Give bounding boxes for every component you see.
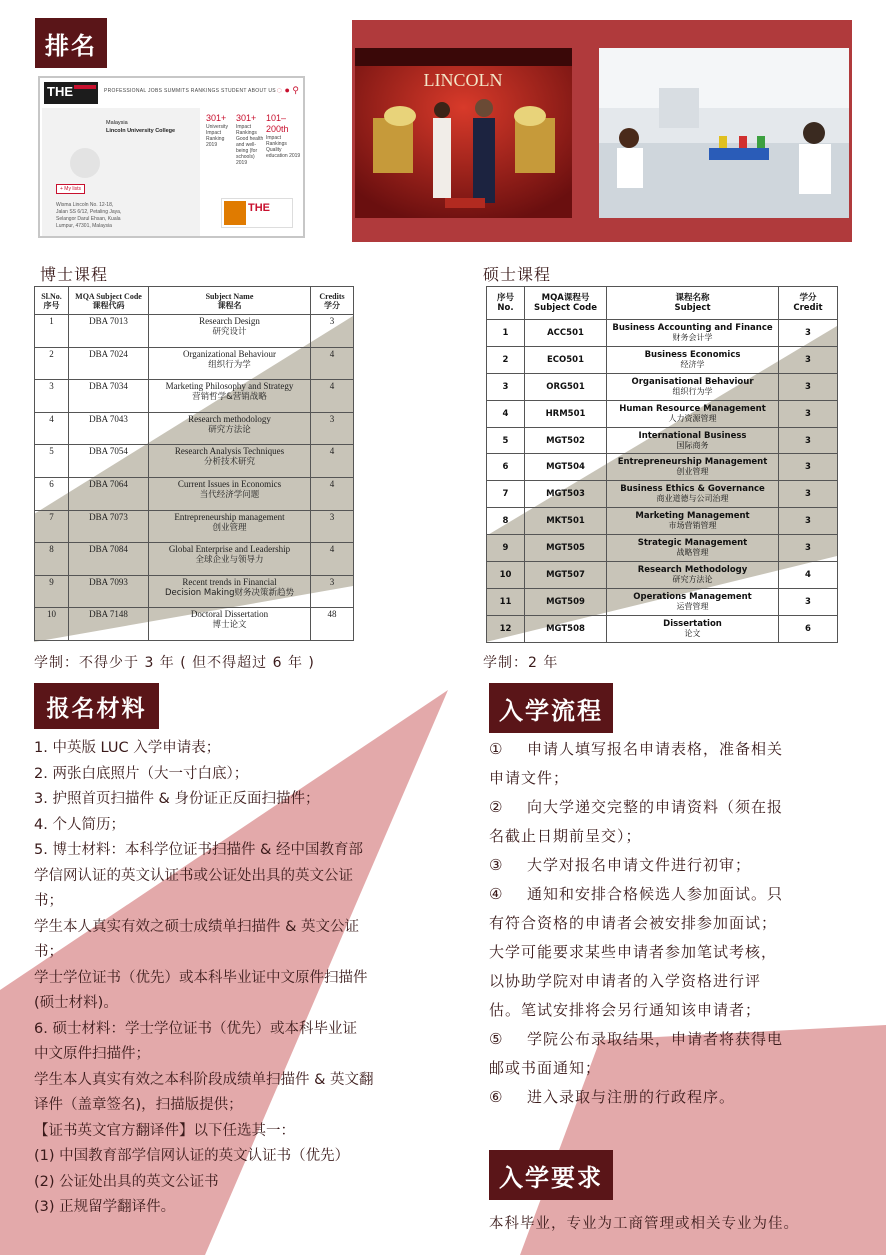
step-text: 大学可能要求某些申请者参加笔试考核， xyxy=(489,943,778,961)
master-cell-no: 7 xyxy=(487,481,525,508)
master-subject-en: Business Accounting and Finance xyxy=(612,322,773,333)
master-cell-no: 4 xyxy=(487,400,525,427)
master-cell-no: 6 xyxy=(487,454,525,481)
phd-col-credit: Credits 学分 xyxy=(311,287,354,315)
master-cell-subject xyxy=(607,508,779,535)
phd-cell-no: 10 xyxy=(35,608,69,641)
master-cell-subject xyxy=(607,373,779,400)
rank-block-3: 101–200th Impact Rankings Quality education 2019 xyxy=(266,113,301,159)
master-subject-en: Human Resource Management xyxy=(619,403,766,414)
master-col-no: 序号 No. xyxy=(487,287,525,320)
rank-block-2: 301+ Impact Rankings Good health and well-being (for schools) 2019 xyxy=(236,113,264,166)
step-text: 邮或书面通知； xyxy=(489,1059,602,1077)
materials-line: 4. 个人简历； xyxy=(34,816,125,833)
phd-duration: 学制：不得少于 3 年 ( 但不得超过 6 年 ) xyxy=(34,655,315,671)
phd-cell-subject xyxy=(149,510,311,543)
phd-cell-code: DBA 7054 xyxy=(69,445,149,478)
master-subject-zh: 论文 xyxy=(684,628,701,638)
process-step-line xyxy=(489,938,859,967)
step-number: ⑤ xyxy=(489,1030,504,1048)
phd-course-table xyxy=(34,286,354,641)
materials-title: 报名材料 xyxy=(34,683,159,729)
phd-cell-no: 6 xyxy=(35,477,69,510)
step-number: ③ xyxy=(489,856,504,874)
phd-cell-credit: 3 xyxy=(311,510,354,543)
materials-line: 3. 护照首页扫描件 & 身份证正反面扫描件； xyxy=(34,791,320,807)
phd-cell-credit: 3 xyxy=(311,412,354,445)
phd-table-row xyxy=(35,315,354,348)
ceremony-photo xyxy=(355,48,572,218)
phd-cell-code: DBA 7043 xyxy=(69,412,149,445)
phd-table-row xyxy=(35,477,354,510)
master-table-row xyxy=(487,562,838,589)
process-step-line xyxy=(489,764,859,793)
master-table-row xyxy=(487,346,838,373)
master-course-table xyxy=(486,286,838,643)
phd-subject-zh: 分析技术研究 xyxy=(203,457,255,468)
master-cell-credit: 3 xyxy=(779,508,838,535)
master-subject-en: International Business xyxy=(638,430,747,441)
process-step-line xyxy=(489,851,859,880)
master-table-row xyxy=(487,427,838,454)
materials-list xyxy=(34,736,454,1221)
phd-cell-credit: 4 xyxy=(311,445,354,478)
phd-subject-zh: 创业管理 xyxy=(212,522,247,533)
materials-line: 【证书英文官方翻译件】以下任选其一： xyxy=(34,1122,295,1139)
master-subject-zh: 国际商务 xyxy=(676,440,709,450)
step-text: 大学对报名申请文件进行初审； xyxy=(527,856,752,874)
university-address: Wisma Lincoln No. 12-18, Jalan SS 6/12, Petaling Jaya, Selangor Darul Ehsan, Kuala Lumpur, 47301, Malaysia xyxy=(56,202,122,229)
phd-table-row xyxy=(35,510,354,543)
process-step-line xyxy=(489,1083,859,1112)
step-text: 向大学递交完整的申请资料（须在报 xyxy=(527,798,784,816)
master-cell-code: HRM501 xyxy=(525,400,607,427)
master-cell-subject xyxy=(607,454,779,481)
phd-table-row xyxy=(35,347,354,380)
master-subject-en: Business Economics xyxy=(644,349,741,360)
master-cell-credit: 3 xyxy=(779,346,838,373)
master-cell-credit: 3 xyxy=(779,535,838,562)
phd-cell-code: DBA 7034 xyxy=(69,380,149,413)
master-cell-subject xyxy=(607,481,779,508)
phd-table-row xyxy=(35,412,354,445)
master-subject-en: Marketing Management xyxy=(635,511,750,522)
master-subject-en: Entrepreneurship Management xyxy=(617,457,768,468)
lab-photo xyxy=(599,48,849,218)
materials-line: 译件（盖章签名)，扫描版提供； xyxy=(34,1097,243,1113)
master-section-title: 硕士课程 xyxy=(483,265,552,284)
phd-cell-subject xyxy=(149,608,311,641)
share-user-search-icons: ◌ ● ⚲ xyxy=(276,85,299,95)
master-subject-zh: 战略管理 xyxy=(676,548,709,558)
master-cell-subject xyxy=(607,535,779,562)
master-cell-no: 9 xyxy=(487,535,525,562)
master-table-row xyxy=(487,588,838,615)
step-text: 通知和安排合格候选人参加面试。只 xyxy=(527,885,784,903)
phd-table-row xyxy=(35,380,354,413)
step-text: 进入录取与注册的行政程序。 xyxy=(527,1088,736,1106)
the-award-badge: THE xyxy=(221,198,293,228)
master-subject-en: Dissertation xyxy=(663,618,722,629)
master-subject-en: Strategic Management xyxy=(637,538,748,549)
materials-line: (硕士材料)。 xyxy=(34,995,118,1011)
process-step-line xyxy=(489,1054,859,1083)
master-cell-subject xyxy=(607,615,779,642)
master-cell-code: MGT509 xyxy=(525,588,607,615)
the-profile-panel xyxy=(42,108,200,236)
phd-cell-code: DBA 7013 xyxy=(69,315,149,348)
master-table-row xyxy=(487,615,838,642)
master-col-credit: 学分 Credit xyxy=(779,287,838,320)
materials-line: (3) 正规留学翻译件。 xyxy=(34,1199,176,1215)
master-cell-code: ORG501 xyxy=(525,373,607,400)
master-cell-no: 2 xyxy=(487,346,525,373)
phd-section-title: 博士课程 xyxy=(40,265,109,284)
university-country: Malaysia xyxy=(106,120,128,126)
materials-line: 中文原件扫描件； xyxy=(34,1046,150,1062)
step-text: 有符合资格的申请者会被安排参加面试； xyxy=(489,914,778,932)
materials-line: 2. 两张白底照片（大一寸白底）； xyxy=(34,765,249,782)
master-cell-credit: 3 xyxy=(779,454,838,481)
master-cell-no: 12 xyxy=(487,615,525,642)
master-cell-no: 5 xyxy=(487,427,525,454)
step-number: ① xyxy=(489,740,504,758)
phd-cell-credit: 48 xyxy=(311,608,354,641)
university-logo-placeholder xyxy=(70,148,100,178)
phd-table-row xyxy=(35,543,354,576)
phd-subject-zh: Decision Making财务决策新趋势 xyxy=(165,587,294,598)
master-cell-subject xyxy=(607,346,779,373)
phd-cell-code: DBA 7024 xyxy=(69,347,149,380)
master-subject-zh: 经济学 xyxy=(680,359,705,369)
phd-subject-zh: 组织行为学 xyxy=(208,359,251,370)
master-subject-zh: 创业管理 xyxy=(676,467,709,477)
master-cell-subject xyxy=(607,588,779,615)
master-table-row xyxy=(487,508,838,535)
master-cell-no: 11 xyxy=(487,588,525,615)
step-number: ④ xyxy=(489,885,504,903)
phd-cell-no: 9 xyxy=(35,575,69,608)
master-subject-zh: 商业道德与公司治理 xyxy=(656,494,729,504)
phd-table-row xyxy=(35,445,354,478)
the-ranking-screenshot xyxy=(38,76,305,238)
phd-subject-en: Recent trends in Financial xyxy=(182,576,277,587)
phd-cell-credit: 3 xyxy=(311,315,354,348)
master-subject-en: Research Methodology xyxy=(637,564,748,575)
phd-subject-en: Research Analysis Techniques xyxy=(174,446,285,457)
process-step-line xyxy=(489,880,859,909)
master-cell-credit: 6 xyxy=(779,615,838,642)
phd-cell-credit: 4 xyxy=(311,477,354,510)
phd-subject-zh: 营销哲学&营销战略 xyxy=(192,392,267,403)
phd-subject-en: Global Enterprise and Leadership xyxy=(168,544,291,555)
phd-cell-no: 1 xyxy=(35,315,69,348)
master-subject-zh: 运营管理 xyxy=(676,601,709,611)
master-table-row xyxy=(487,454,838,481)
materials-line: 学士学位证书（优先）或本科毕业证中文原件扫描件 xyxy=(34,969,368,986)
university-name: Lincoln University College xyxy=(106,128,176,134)
phd-cell-subject xyxy=(149,477,311,510)
master-cell-code: ACC501 xyxy=(525,320,607,347)
master-cell-code: MGT502 xyxy=(525,427,607,454)
master-cell-subject xyxy=(607,320,779,347)
phd-cell-subject xyxy=(149,575,311,608)
phd-subject-zh: 当代经济学问题 xyxy=(199,489,260,500)
the-logo: THE xyxy=(44,82,98,104)
phd-cell-subject xyxy=(149,543,311,576)
phd-cell-code: DBA 7148 xyxy=(69,608,149,641)
phd-subject-zh: 研究方法论 xyxy=(208,424,251,435)
step-number: ② xyxy=(489,798,504,816)
phd-cell-subject xyxy=(149,445,311,478)
materials-line: 6. 硕士材料：学士学位证书（优先）或本科毕业证 xyxy=(34,1020,357,1037)
master-cell-credit: 3 xyxy=(779,373,838,400)
phd-subject-zh: 博士论文 xyxy=(212,620,247,631)
phd-cell-subject xyxy=(149,412,311,445)
master-duration: 学制：2 年 xyxy=(483,655,559,671)
phd-cell-code: DBA 7073 xyxy=(69,510,149,543)
phd-subject-en: Marketing Philosophy and Strategy xyxy=(165,381,294,392)
master-col-name: 课程名称 Subject xyxy=(607,287,779,320)
step-text: 以协助学院对申请者的入学资格进行评 xyxy=(489,972,762,990)
master-cell-credit: 4 xyxy=(779,562,838,589)
step-text: 申请文件； xyxy=(489,769,570,787)
phd-cell-no: 5 xyxy=(35,445,69,478)
materials-line: 书； xyxy=(34,944,63,960)
master-subject-zh: 组织行为学 xyxy=(672,386,713,396)
step-text: 名截止日期前呈交）； xyxy=(489,827,642,845)
master-cell-code: MGT503 xyxy=(525,481,607,508)
my-lists-button[interactable]: + My lists xyxy=(56,184,85,194)
master-cell-credit: 3 xyxy=(779,400,838,427)
phd-subject-en: Current Issues in Economics xyxy=(177,478,282,489)
phd-cell-code: DBA 7084 xyxy=(69,543,149,576)
phd-cell-no: 2 xyxy=(35,347,69,380)
process-step-line xyxy=(489,735,859,764)
process-step-line xyxy=(489,793,859,822)
master-table-row xyxy=(487,400,838,427)
materials-line: 1. 中英版 LUC 入学申请表； xyxy=(34,740,221,756)
phd-cell-code: DBA 7064 xyxy=(69,477,149,510)
phd-subject-en: Research methodology xyxy=(188,413,271,424)
master-cell-subject xyxy=(607,562,779,589)
process-step-line xyxy=(489,967,859,996)
phd-subject-en: Research Design xyxy=(199,316,260,326)
phd-subject-en: Doctoral Dissertation xyxy=(190,609,269,620)
materials-line: 5. 博士材料：本科学位证书扫描件 & 经中国教育部 xyxy=(34,842,363,858)
master-subject-en: Operations Management xyxy=(633,591,752,602)
master-subject-en: Organisational Behaviour xyxy=(631,376,754,387)
phd-cell-subject xyxy=(149,315,311,348)
process-title: 入学流程 xyxy=(489,683,613,733)
process-step-line xyxy=(489,822,859,851)
master-subject-zh: 市场营销管理 xyxy=(668,521,717,531)
phd-table-row xyxy=(35,608,354,641)
master-subject-en: Business Ethics & Governance xyxy=(620,484,765,495)
step-text: 学院公布录取结果，申请者将获得电 xyxy=(527,1030,784,1048)
requirement-text: 本科毕业，专业为工商管理或相关专业为佳。 xyxy=(489,1216,799,1232)
ranking-title: 排名 xyxy=(35,18,107,68)
master-cell-code: ECO501 xyxy=(525,346,607,373)
phd-cell-subject xyxy=(149,380,311,413)
master-table-row xyxy=(487,320,838,347)
phd-subject-en: Organizational Behaviour xyxy=(182,348,277,359)
master-cell-credit: 3 xyxy=(779,427,838,454)
master-cell-code: MKT501 xyxy=(525,508,607,535)
phd-table-row xyxy=(35,575,354,608)
requirement-title: 入学要求 xyxy=(489,1150,613,1200)
materials-line: 学信网认证的英文认证书或公证处出具的英文公证 xyxy=(34,867,353,884)
banner-text: LINCOLN xyxy=(423,70,503,90)
materials-line: 书； xyxy=(34,893,63,909)
phd-cell-code: DBA 7093 xyxy=(69,575,149,608)
phd-cell-credit: 4 xyxy=(311,543,354,576)
phd-cell-credit: 3 xyxy=(311,575,354,608)
master-table-row xyxy=(487,481,838,508)
materials-line: 学生本人真实有效之硕士成绩单扫描件 & 英文公证 xyxy=(34,918,360,935)
phd-col-name: Subject Name 课程名 xyxy=(149,287,311,315)
process-steps xyxy=(489,735,859,1112)
master-cell-no: 1 xyxy=(487,320,525,347)
phd-cell-credit: 4 xyxy=(311,380,354,413)
master-cell-code: MGT505 xyxy=(525,535,607,562)
phd-subject-en: Entrepreneurship management xyxy=(174,511,285,522)
phd-cell-no: 3 xyxy=(35,380,69,413)
process-step-line xyxy=(489,1025,859,1054)
master-subject-zh: 财务会计学 xyxy=(672,332,713,342)
master-cell-no: 8 xyxy=(487,508,525,535)
phd-subject-zh: 全球企业与领导力 xyxy=(195,555,264,566)
master-cell-code: MGT504 xyxy=(525,454,607,481)
master-cell-credit: 3 xyxy=(779,481,838,508)
master-col-code: MQA课程号 Subject Code xyxy=(525,287,607,320)
master-cell-subject xyxy=(607,400,779,427)
phd-col-code: MQA Subject Code 课程代码 xyxy=(69,287,149,315)
phd-cell-credit: 4 xyxy=(311,347,354,380)
master-cell-code: MGT507 xyxy=(525,562,607,589)
master-table-row xyxy=(487,373,838,400)
master-cell-no: 10 xyxy=(487,562,525,589)
process-step-line xyxy=(489,996,859,1025)
master-cell-credit: 3 xyxy=(779,588,838,615)
master-table-row xyxy=(487,535,838,562)
master-cell-no: 3 xyxy=(487,373,525,400)
rank-block-1: 301+ University Impact Ranking 2019 xyxy=(206,113,228,148)
phd-cell-no: 8 xyxy=(35,543,69,576)
master-cell-subject xyxy=(607,427,779,454)
the-nav: PROFESSIONAL JOBS SUMMITS RANKINGS STUDENT ABOUT US xyxy=(104,88,276,94)
phd-cell-no: 4 xyxy=(35,412,69,445)
materials-line: 学生本人真实有效之本科阶段成绩单扫描件 & 英文翻 xyxy=(34,1071,374,1088)
master-cell-credit: 3 xyxy=(779,320,838,347)
master-subject-zh: 人力资源管理 xyxy=(668,413,717,423)
master-subject-zh: 研究方法论 xyxy=(672,574,713,584)
process-step-line xyxy=(489,909,859,938)
step-text: 申请人填写报名申请表格，准备相关 xyxy=(527,740,784,758)
phd-subject-zh: 研究设计 xyxy=(212,327,247,337)
phd-col-no: Sl.No. 序号 xyxy=(35,287,69,315)
materials-line: (1) 中国教育部学信网认证的英文认证书（优先） xyxy=(34,1148,350,1164)
phd-cell-no: 7 xyxy=(35,510,69,543)
master-cell-code: MGT508 xyxy=(525,615,607,642)
materials-line: (2) 公证处出具的英文公证书 xyxy=(34,1173,219,1190)
step-number: ⑥ xyxy=(489,1088,504,1106)
step-text: 估。笔试安排将会另行通知该申请者； xyxy=(489,1001,762,1019)
phd-cell-subject xyxy=(149,347,311,380)
